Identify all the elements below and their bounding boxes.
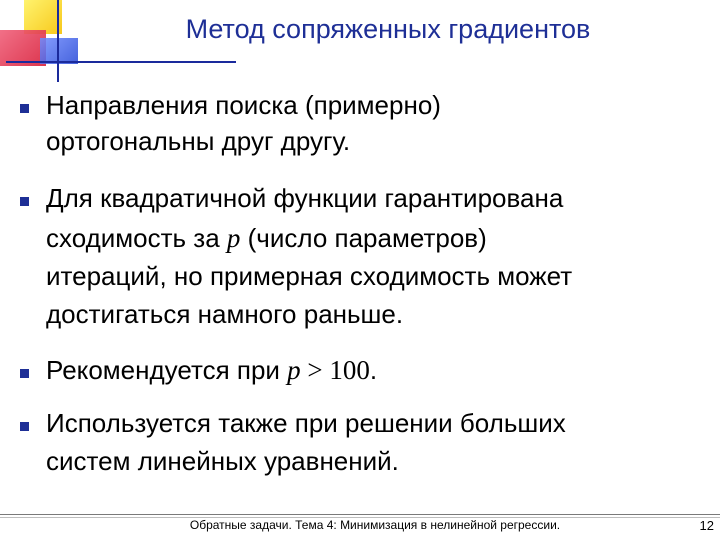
math-expression (287, 355, 370, 385)
bullet-2-line-4: достигаться намного раньше. (46, 299, 404, 329)
bullet-2-line-1: Для квадратичной функции гарантирована (46, 183, 564, 213)
math-relation: > 100 (300, 355, 370, 385)
bullet-marker (20, 369, 29, 378)
bullet-marker (20, 104, 29, 113)
bullet-2-line-3: итераций, но примерная сходимость может (46, 261, 573, 291)
bullet-4-line-1: Используется также при решении больших (46, 408, 566, 438)
bullet-3-line-1 (46, 352, 712, 388)
footer-divider (0, 514, 720, 515)
math-p-symbol: p (287, 355, 301, 385)
bullet-2-line-2-tail: (число параметров) (240, 223, 487, 253)
bullet-1-line-1: Направления поиска (примерно) (46, 90, 441, 120)
bullet-4-line-2: систем линейных уравнений. (46, 446, 399, 476)
math-p (227, 223, 241, 253)
bullet-1-line-2: ортогональны друг другу. (46, 126, 351, 156)
bullet-3-prefix: Рекомендуется при (46, 355, 288, 385)
page-number: 12 (699, 518, 714, 533)
bullet-marker (20, 422, 29, 431)
bullet-2-line-2 (46, 220, 712, 256)
bullet-2-line-2-text: сходимость за (46, 223, 227, 253)
footer-caption: Обратные задачи. Тема 4: Минимизация в нелинейной регрессии. (189, 518, 561, 532)
bullet-marker (20, 197, 29, 206)
math-p-symbol: p (226, 223, 241, 253)
slide-title: Метод сопряженных градиентов (185, 14, 591, 44)
bullet-3-suffix: . (369, 355, 378, 385)
